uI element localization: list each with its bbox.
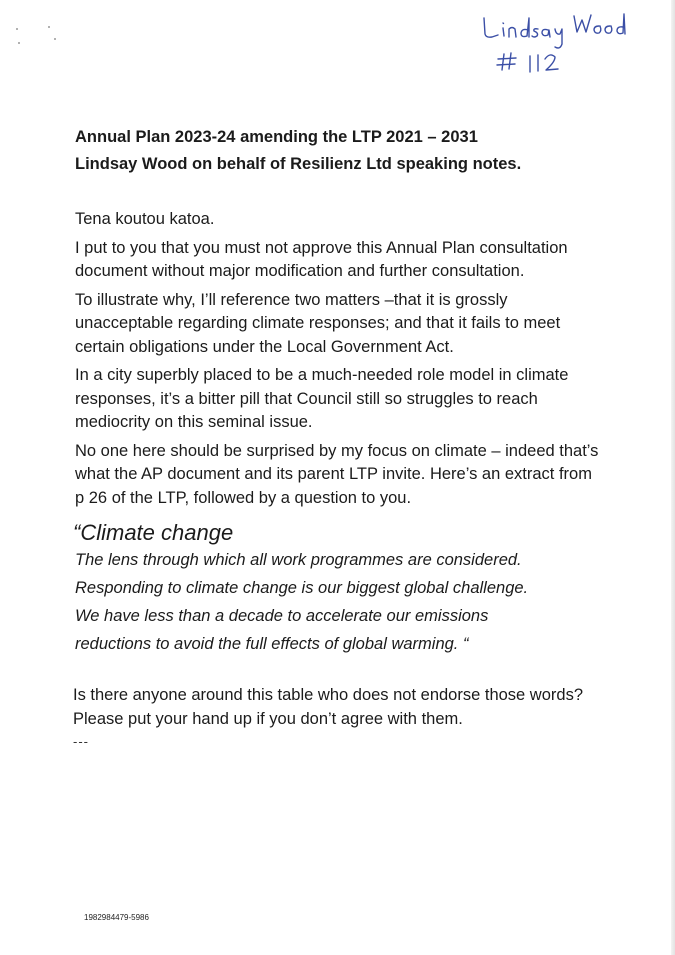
document-title — [75, 124, 635, 178]
quote-line: We have less than a decade to accelerate our emissions — [75, 607, 489, 625]
scan-edge — [671, 0, 675, 955]
quote-heading: “Climate change — [73, 520, 234, 545]
quote-line: The lens through which all work programmes are considered. — [75, 551, 522, 569]
closing-question: Is there anyone around this table who does not endorse those words? Please put your hand up if you don’t agree with them. — [73, 686, 584, 728]
paragraph: No one here should be surprised by my focus on climate – indeed that’s what the AP document and its parent LTP invite. Here’s an extract from p 26 of the LTP, followed by a question to you. — [75, 441, 599, 507]
quote-line: reductions to avoid the full effects of global warming. “ — [75, 635, 469, 653]
scan-specks — [14, 26, 64, 56]
paragraph: In a city superbly placed to be a much-needed role model in climate responses, it’s a bitter pill that Council still so struggles to reach mediocrity on this seminal issue. — [75, 366, 569, 431]
greeting: Tena koutou katoa. — [75, 210, 215, 228]
quote-line: Responding to climate change is our biggest global challenge. — [75, 579, 529, 597]
title-line-1: Annual Plan 2023-24 amending the LTP 2021 – 2031 — [75, 128, 478, 146]
document-body — [75, 208, 605, 749]
paragraph: I put to you that you must not approve this Annual Plan consultation document without major modification and further consultation. — [75, 238, 568, 280]
document-id: 1982984479-5986 — [84, 913, 149, 922]
handwritten-annotation — [478, 4, 658, 84]
paragraph: To illustrate why, I’ll reference two matters –that it is grossly unacceptable regarding climate responses; and that it fails to meet certain obligations under the Local Government Act. — [75, 290, 561, 356]
section-separator: --- — [73, 734, 89, 749]
title-line-2: Lindsay Wood on behalf of Resilienz Ltd speaking notes. — [75, 155, 522, 173]
